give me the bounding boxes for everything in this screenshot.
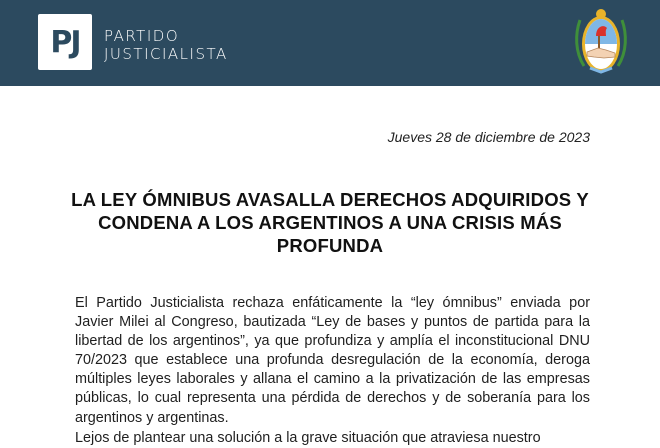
brand-line-1: PARTIDO xyxy=(104,27,180,45)
header-bar xyxy=(0,0,660,86)
paragraph-1: El Partido Justicialista rechaza enfáticamente la “ley ómnibus” enviada por Javier Milei al Congreso, bautizada “Ley de bases y puntos de partida para la libertad de los argentinos”, ya que profundiza y amplía el inconstitucional DNU 70/2023 que establece una profunda desregulación de la economía, deroga múltiples leyes laborales y allana el camino a la privatización de las empresas públicas, lo cual representa una pérdida de derechos y de soberanía para los argentinos y argentinas. xyxy=(75,295,590,426)
pj-logo xyxy=(38,14,92,70)
paragraph-2: Lejos de plantear una solución a la grave situación que atraviesa nuestro xyxy=(75,430,541,446)
pj-shield-emblem-icon xyxy=(574,6,628,78)
brand-name xyxy=(104,27,228,63)
brand-line-2: JUSTICIALISTA xyxy=(104,45,228,63)
document-date: Jueves 28 de diciembre de 2023 xyxy=(387,129,590,145)
pj-logo-text: PJ xyxy=(50,24,80,60)
document-title: LA LEY ÓMNIBUS AVASALLA DERECHOS ADQUIRIDOS Y CONDENA A LOS ARGENTINOS A UNA CRISIS MÁS PROFUNDA xyxy=(71,189,589,256)
